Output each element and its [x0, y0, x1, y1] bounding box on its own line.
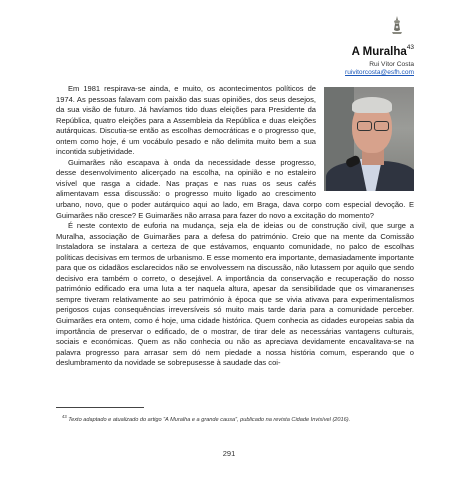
- article-title: [345, 42, 414, 59]
- article-body: [56, 84, 414, 369]
- author-email-link[interactable]: ruivitorcosta@esfh.com: [345, 68, 414, 76]
- footnote-text: Texto adaptado e atualizado do artigo “A Muralha e a grande causa”, publicado na revista Cidade Invisível (2016).: [68, 416, 351, 423]
- author-photo: [324, 87, 414, 191]
- paragraph: Guimarães não escapava à onda da necessidade desse progresso, desse desenvolvimento alicerçado na escolha, na opinião e no estaleiro visível que rasga a cidade. Nas praças e nas ruas os seus cafés alimentavam essa discussão: o progresso muito ligado ao crescimento urbano, novo, que o poder autárquico aqui ao lado, em Braga, dava corpo com especial devoção. E Guimarães não cresce? E Guimarães não arrasa para fazer do novo a excitação do momento?: [56, 157, 414, 220]
- footnote: [62, 413, 414, 424]
- footnote-number: 43: [62, 414, 67, 419]
- heraldic-logo-icon: [388, 14, 406, 36]
- paragraph: É neste contexto de euforia na mudança, seja ela de ideias ou de construção civil, que surge a Muralha, associação de Guimarães para a defesa do património. Creio que na mente da Comissão Instaladora se instalara a certeza de que estávamos, enquanto comunidade, no palco de escolhas políticas decisivas em termos de urbanismo. E esse momento era importante, demasiadamente importante para que os cidadãos esclarecidos não se envolvessem na discussão, não lutassem por aquilo que sendo decisivo era também o correto, o desejável. A importância da conservação e recuperação do nosso património edificado era uma luta a ter naquela altura, apesar da sensibilidade que os vimaranenses sempre tiveram relativamente ao seu património à época que se vivia ativava para experimentalismos perigosos cujas consequências irreversíveis só muito mais tarde daria para a comunidade perceber. Guimarães era ontem, como é hoje, uma cidade histórica. Quem conhecia as cidades europeias sabia da importância de preservar o edificado, de o mostrar, de tirar dele as necessárias vantagens culturais, sociais e económicas. Quem as não conhecia ou não as apreciava devidamente encavalitava-se na palavra progresso para arrasar sem dó nem piedade a nossa história comum, esperando que o deslumbramento da novidade se sobrepusesse à saudade das coi-: [56, 221, 414, 368]
- article-title-text: A Muralha: [351, 45, 407, 58]
- article-header: [345, 42, 414, 77]
- author-name: Rui Vítor Costa: [369, 60, 414, 68]
- paragraph: Em 1981 respirava-se ainda, e muito, os acontecimentos políticos de 1974. As pessoas falavam com paixão das suas opiniões, dos seus desejos, da sua visão de futuro. Já havíamos tido duas eleições para Presidente da República, quatro eleições para a Assembleia da República e duas eleições autárquicas. Discutia-se então as escolhas democráticas e o progresso que, ontem como hoje, é um vocábulo pesado e não delimita muito bem a sua incontida subjetividade.: [56, 84, 316, 157]
- title-footnote-ref[interactable]: 43: [406, 44, 414, 51]
- page-number: 291: [222, 449, 236, 458]
- footnote-divider: [56, 407, 144, 408]
